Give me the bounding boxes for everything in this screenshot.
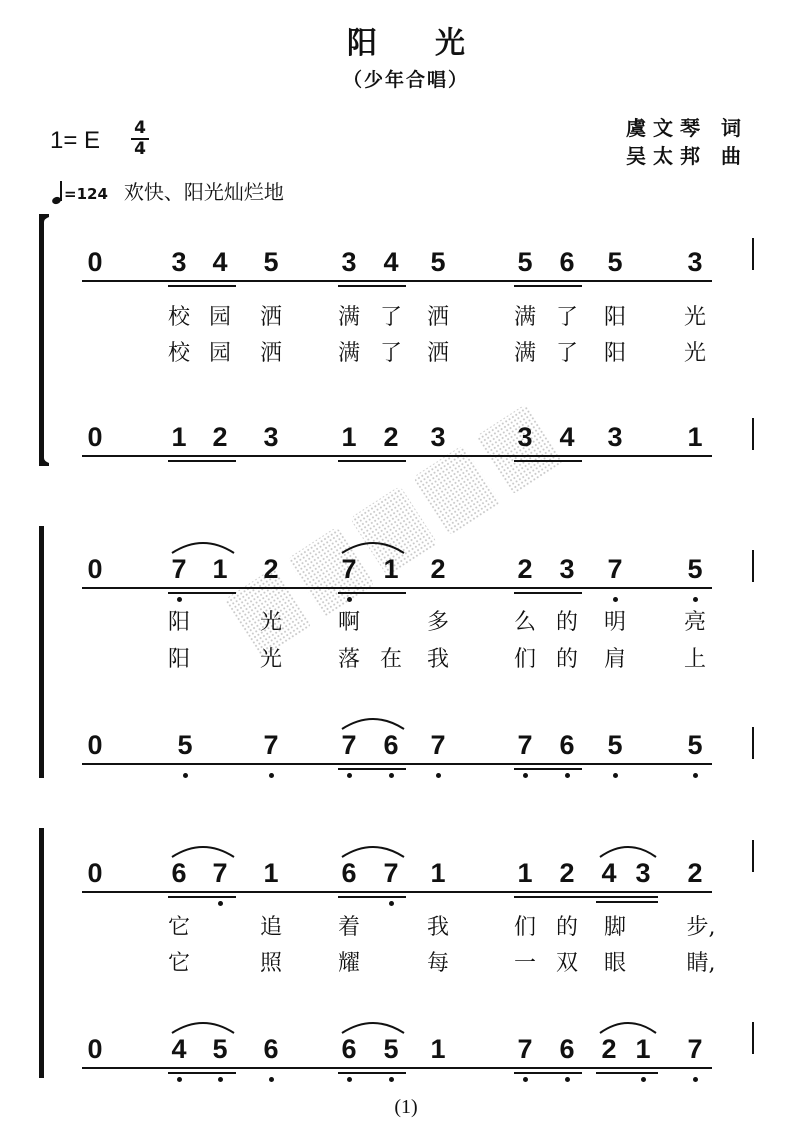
note: 1	[171, 422, 187, 452]
note: 5	[607, 247, 623, 277]
note: 5	[687, 730, 703, 760]
low-octave-dot	[183, 773, 188, 778]
underline	[82, 280, 712, 282]
system-3-upper-barline	[752, 840, 754, 872]
underline	[82, 891, 712, 893]
slur	[168, 841, 238, 859]
note: 6	[341, 858, 357, 888]
lyric: 脚	[603, 915, 626, 940]
slur	[596, 1017, 660, 1035]
low-octave-dot	[693, 597, 698, 602]
lyric: 阳	[603, 341, 626, 366]
underline	[338, 1072, 406, 1074]
system-3-bracket	[36, 828, 50, 1078]
low-octave-dot	[565, 1077, 570, 1082]
lyric: 园	[208, 305, 231, 330]
underline	[168, 285, 236, 287]
lyric: 在	[379, 647, 402, 672]
note: 6	[171, 858, 187, 888]
underline	[168, 1072, 236, 1074]
lyricist-credit: 虞文琴 词	[626, 116, 748, 140]
lyric: 阳	[603, 305, 626, 330]
lyric: 满	[337, 341, 360, 366]
note: 2	[212, 422, 228, 452]
low-octave-dot	[269, 773, 274, 778]
meter-bottom: 4	[134, 139, 146, 159]
note: 1	[341, 422, 357, 452]
tempo-marking	[52, 176, 284, 205]
lyric: 上	[683, 647, 706, 672]
lyric: 照	[259, 951, 282, 976]
note: 3	[635, 858, 651, 888]
note: 3	[430, 422, 446, 452]
page-number: (1)	[394, 1096, 418, 1118]
lyric: 它	[167, 951, 190, 976]
lyric: 睛,	[686, 951, 716, 976]
note: 0	[87, 858, 103, 888]
note: 1	[383, 554, 399, 584]
low-octave-dot	[347, 773, 352, 778]
underline	[514, 768, 582, 770]
note: 2	[601, 1034, 617, 1064]
note: 0	[87, 247, 103, 277]
note: 3	[341, 247, 357, 277]
note: 1	[635, 1034, 651, 1064]
lyric: 满	[513, 305, 536, 330]
note: 7	[517, 730, 533, 760]
note: 6	[383, 730, 399, 760]
note: 1	[212, 554, 228, 584]
note: 3	[517, 422, 533, 452]
note: 1	[517, 858, 533, 888]
note: 5	[517, 247, 533, 277]
note: 1	[430, 858, 446, 888]
low-octave-dot	[177, 597, 182, 602]
lyric: 的	[555, 610, 578, 635]
lyric: 洒	[259, 341, 282, 366]
system-2-lower-barline	[752, 727, 754, 759]
underline	[338, 896, 406, 898]
lyric: 落	[337, 647, 360, 672]
slur	[338, 713, 408, 731]
note: 6	[341, 1034, 357, 1064]
lyric: 一	[513, 951, 536, 976]
note: 7	[341, 554, 357, 584]
low-octave-dot	[347, 1077, 352, 1082]
lyric: 每	[426, 951, 449, 976]
note: 5	[607, 730, 623, 760]
note: 3	[171, 247, 187, 277]
lyric: 明	[603, 610, 626, 635]
lyric: 多	[426, 610, 449, 635]
composer-credit: 吴太邦 曲	[626, 144, 748, 168]
note: 3	[607, 422, 623, 452]
note: 7	[383, 858, 399, 888]
song-subtitle: （少年合唱）	[342, 69, 469, 91]
note: 7	[430, 730, 446, 760]
lyric: 我	[426, 915, 449, 940]
lyric: 步,	[686, 915, 716, 940]
underline	[82, 1067, 712, 1069]
underline	[514, 896, 658, 898]
low-octave-dot	[347, 597, 352, 602]
note: 4	[559, 422, 575, 452]
underline	[82, 763, 712, 765]
system-1-lower-barline	[752, 418, 754, 450]
underline	[596, 1072, 658, 1074]
note: 6	[559, 730, 575, 760]
underline	[338, 460, 406, 462]
lyric: 阳	[167, 647, 190, 672]
lyric: 校	[167, 341, 190, 366]
note: 2	[263, 554, 279, 584]
lyric: 了	[379, 305, 402, 330]
lyric: 着	[337, 915, 360, 940]
note: 1	[430, 1034, 446, 1064]
note: 0	[87, 1034, 103, 1064]
tempo-expression: 欢快、阳光灿烂地	[123, 180, 284, 204]
lyric: 光	[259, 647, 282, 672]
lyric: 满	[337, 305, 360, 330]
lyric: 我	[426, 647, 449, 672]
lyric: 光	[683, 341, 706, 366]
low-octave-dot	[523, 773, 528, 778]
underline	[338, 592, 406, 594]
underline	[514, 592, 582, 594]
underline	[82, 455, 712, 457]
lyric: 么	[513, 610, 536, 635]
low-octave-dot	[389, 901, 394, 906]
note: 2	[517, 554, 533, 584]
tempo-value: =124	[64, 185, 108, 203]
note: 1	[263, 858, 279, 888]
note: 4	[212, 247, 228, 277]
note: 0	[87, 730, 103, 760]
underline	[82, 587, 712, 589]
underline	[338, 768, 406, 770]
note: 5	[687, 554, 703, 584]
note: 6	[263, 1034, 279, 1064]
note: 5	[177, 730, 193, 760]
underline	[168, 896, 236, 898]
note: 5	[212, 1034, 228, 1064]
note: 4	[601, 858, 617, 888]
note: 0	[87, 422, 103, 452]
low-octave-dot	[389, 1077, 394, 1082]
note: 2	[430, 554, 446, 584]
underline	[168, 592, 236, 594]
system-1-upper-barline	[752, 238, 754, 270]
system-3-lower-barline	[752, 1022, 754, 1054]
lyric: 肩	[603, 647, 626, 672]
note: 1	[687, 422, 703, 452]
lyric: 了	[555, 305, 578, 330]
lyric: 光	[259, 610, 282, 635]
lyric: 亮	[683, 610, 706, 635]
note: 6	[559, 247, 575, 277]
low-octave-dot	[641, 1077, 646, 1082]
underline	[596, 901, 658, 903]
low-octave-dot	[218, 1077, 223, 1082]
note: 7	[171, 554, 187, 584]
system-1-bracket	[36, 214, 50, 466]
lyric: 了	[379, 341, 402, 366]
lyric: 洒	[259, 305, 282, 330]
lyric: 它	[167, 915, 190, 940]
note: 7	[341, 730, 357, 760]
slur	[168, 537, 238, 555]
lyric: 们	[513, 647, 536, 672]
note: 3	[687, 247, 703, 277]
note: 2	[687, 858, 703, 888]
key-signature: 1= E	[50, 127, 101, 154]
low-octave-dot	[218, 901, 223, 906]
lyric: 的	[555, 915, 578, 940]
lyric: 光	[683, 305, 706, 330]
slur	[338, 841, 408, 859]
underline	[338, 285, 406, 287]
lyric: 双	[555, 951, 578, 976]
lyric: 洒	[426, 305, 449, 330]
lyric: 校	[167, 305, 190, 330]
slur	[168, 1017, 238, 1035]
note: 5	[430, 247, 446, 277]
note: 0	[87, 554, 103, 584]
lyric: 啊	[337, 610, 360, 635]
underline	[168, 460, 236, 462]
lyric: 追	[259, 915, 282, 940]
lyric: 园	[208, 341, 231, 366]
note: 7	[263, 730, 279, 760]
song-title: 阳光	[347, 26, 523, 61]
lyric: 满	[513, 341, 536, 366]
quarter-note-icon	[52, 180, 64, 204]
meter-top: 4	[134, 118, 146, 138]
low-octave-dot	[523, 1077, 528, 1082]
lyric: 阳	[167, 610, 190, 635]
lyric: 的	[555, 647, 578, 672]
note: 5	[263, 247, 279, 277]
note: 3	[263, 422, 279, 452]
note: 3	[559, 554, 575, 584]
system-2-bracket	[36, 526, 50, 778]
slur	[338, 537, 408, 555]
low-octave-dot	[613, 597, 618, 602]
note: 4	[171, 1034, 187, 1064]
note: 7	[607, 554, 623, 584]
note: 6	[559, 1034, 575, 1064]
note: 4	[383, 247, 399, 277]
low-octave-dot	[693, 773, 698, 778]
time-signature	[130, 119, 150, 159]
slur	[338, 1017, 408, 1035]
lyric: 了	[555, 341, 578, 366]
low-octave-dot	[177, 1077, 182, 1082]
underline	[514, 1072, 582, 1074]
slur	[596, 841, 660, 859]
low-octave-dot	[269, 1077, 274, 1082]
note: 7	[212, 858, 228, 888]
note: 2	[383, 422, 399, 452]
lyric: 眼	[603, 951, 626, 976]
note: 5	[383, 1034, 399, 1064]
underline	[514, 460, 582, 462]
low-octave-dot	[389, 773, 394, 778]
lyric: 洒	[426, 341, 449, 366]
low-octave-dot	[436, 773, 441, 778]
low-octave-dot	[693, 1077, 698, 1082]
note: 2	[559, 858, 575, 888]
low-octave-dot	[565, 773, 570, 778]
note: 7	[517, 1034, 533, 1064]
note: 7	[687, 1034, 703, 1064]
underline	[514, 285, 582, 287]
low-octave-dot	[613, 773, 618, 778]
system-2-upper-barline	[752, 550, 754, 582]
lyric: 耀	[337, 951, 360, 976]
lyric: 们	[513, 915, 536, 940]
